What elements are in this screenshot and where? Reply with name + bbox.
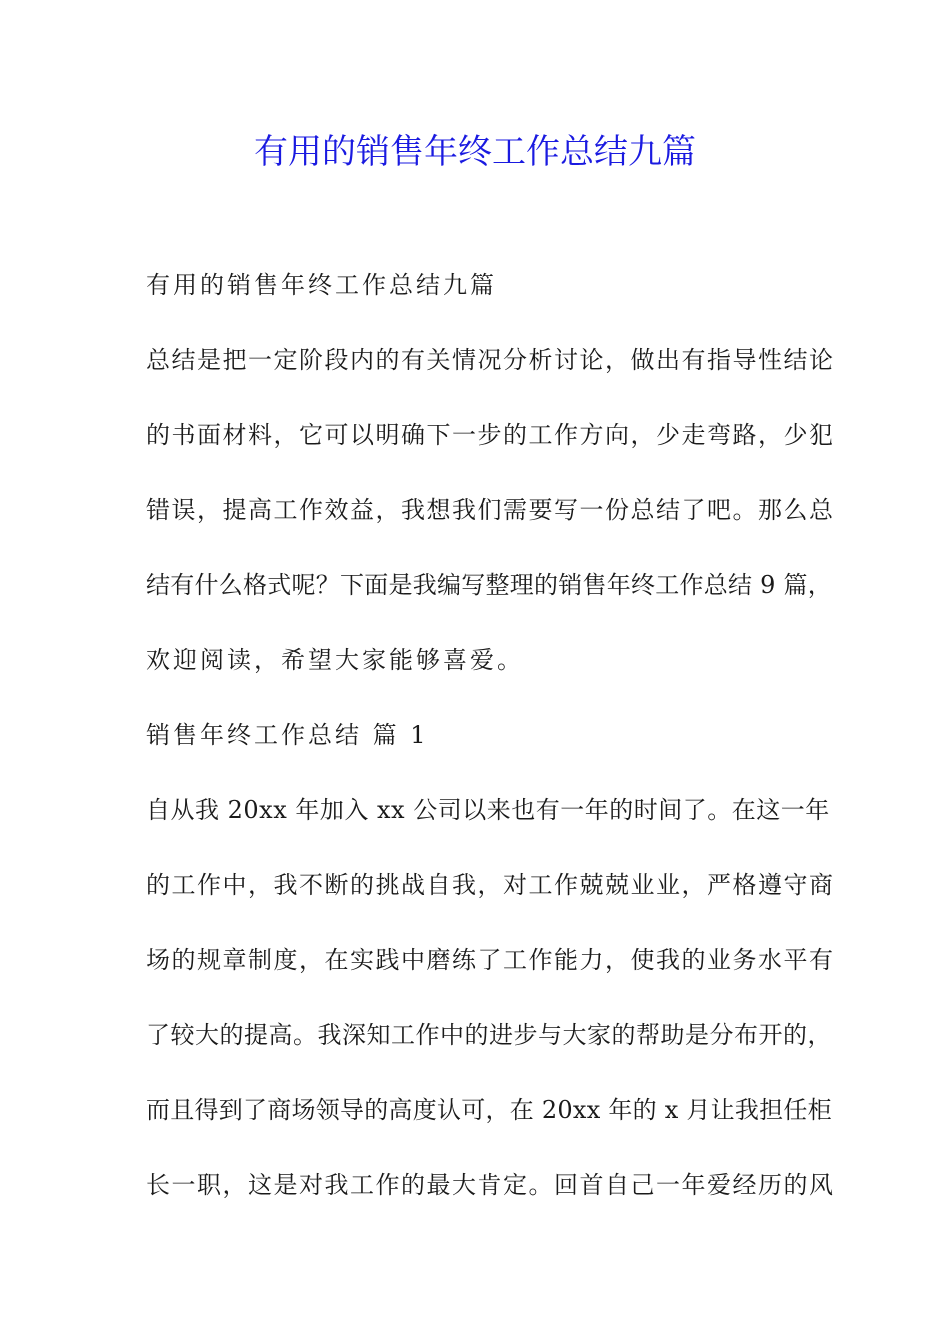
text-line: 的书面材料，它可以明确下一步的工作方向，少走弯路，少犯 [146, 421, 835, 449]
text-line: 错误，提高工作效益，我想我们需要写一份总结了吧。那么总 [146, 496, 835, 524]
text-line: 欢迎阅读，希望大家能够喜爱。 [146, 646, 524, 674]
document-title: 有用的销售年终工作总结九篇 [254, 132, 696, 172]
text-line: 长一职，这是对我工作的最大肯定。回首自己一年爱经历的风 [146, 1171, 835, 1199]
text-line: 了较大的提高。我深知工作中的进步与大家的帮助是分布开的， [146, 1021, 832, 1049]
text-line: 总结是把一定阶段内的有关情况分析讨论，做出有指导性结论 [146, 346, 835, 374]
text-line: 自从我 20xx 年加入 xx 公司以来也有一年的时间了。在这一年 [146, 796, 830, 824]
text-line: 场的规章制度，在实践中磨练了工作能力，使我的业务水平有 [146, 946, 835, 974]
text-line: 而且得到了商场领导的高度认可，在 20xx 年的 x 月让我担任柜 [146, 1096, 832, 1124]
text-line: 的工作中，我不断的挑战自我，对工作兢兢业业，严格遵守商 [146, 871, 835, 899]
text-line: 有用的销售年终工作总结九篇 [146, 271, 497, 299]
text-line: 结有什么格式呢？下面是我编写整理的销售年终工作总结 9 篇， [146, 571, 833, 599]
section-heading: 销售年终工作总结 篇 1 [146, 721, 429, 749]
